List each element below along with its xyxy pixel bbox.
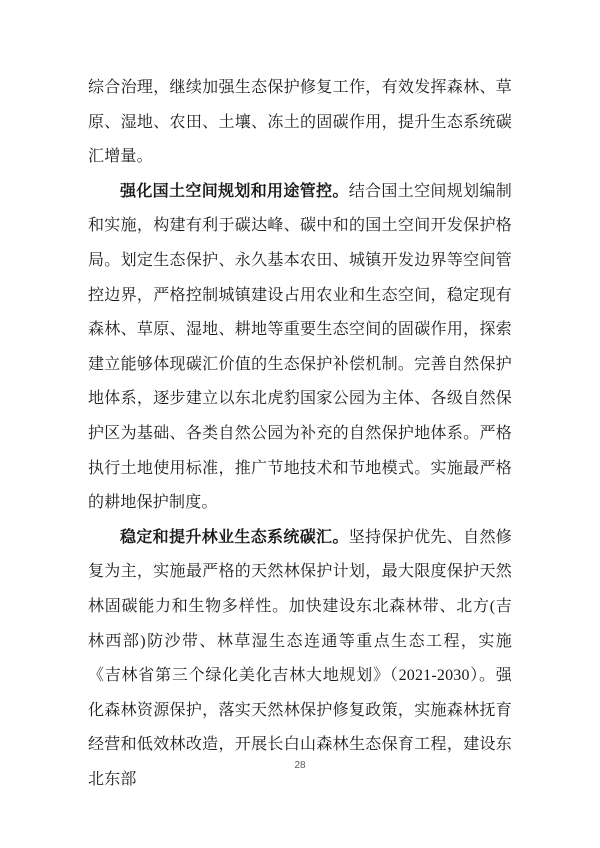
paragraph-body-text: 综合治理，继续加强生态保护修复工作，有效发挥森林、草原、湿地、农田、土壤、冻土的固碳作用，提升生态系统碳汇增量。: [88, 79, 512, 166]
page-number: 28: [294, 760, 306, 771]
paragraph-continuation: [88, 71, 512, 175]
paragraph-heading-bold: 强化国土空间规划和用途管控。: [120, 182, 349, 200]
paragraph-body-text: 结合国土空间规划编制和实施，构建有利于碳达峰、碳中和的国土空间开发保护格局。划定生态保护、永久基本农田、城镇开发边界等空间管控边界，严格控制城镇建设占用农业和生态空间，稳定现有森林、草原、湿地、耕地等重要生态空间的固碳作用，探索建立能够体现碳汇价值的生态保护补偿机制。完善自然保护地体系，逐步建立以东北虎豹国家公园为主体、各级自然保护区为基础、各类自然公园为补充的自然保护地体系。严格执行土地使用标准，推广节地技术和节地模式。实施最严格的耕地保护制度。: [88, 182, 512, 512]
paragraph-heading-bold: 稳定和提升林业生态系统碳汇。: [120, 528, 349, 546]
paragraph-forestry-carbon: [88, 521, 512, 798]
paragraph-land-planning: [88, 175, 512, 521]
page-content: [88, 71, 512, 797]
paragraph-body-text: 坚持保护优先、自然修复为主，实施最严格的天然林保护计划，最大限度保护天然林固碳能力和生物多样性。加快建设东北森林带、北方(吉林西部)防沙带、林草湿生态连通等重点生态工程，实施《吉林省第三个绿化美化吉林大地规划》（2021-2030）。强化森林资源保护，落实天然林保护修复政策，实施森林抚育经营和低效林改造，开展长白山森林生态保育工程，建设东北东部: [88, 528, 512, 788]
